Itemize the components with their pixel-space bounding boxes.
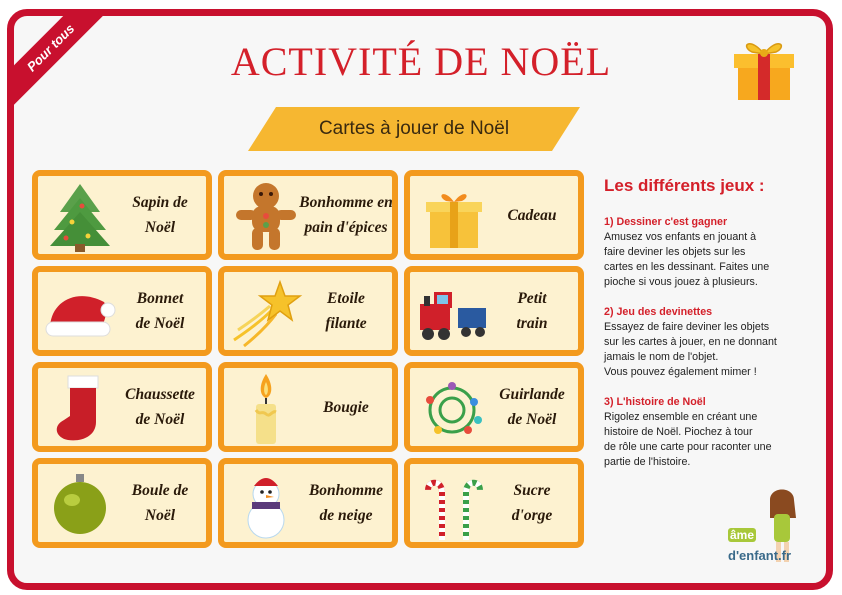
card-label: Bonhomme en pain d'épices — [299, 194, 393, 236]
card-label: Bonnet de Noël — [135, 290, 185, 332]
game-title: 2) Jeu des devinettes — [604, 306, 713, 318]
logo-line1: âme — [729, 528, 755, 542]
page-title: ACTIVITÉ DE NOËL — [230, 39, 612, 84]
game-description: Rigolez ensemble en créant une histoire de Noël. Piochez à tour de rôle une carte pour raconter une partie de l'histoire. — [604, 411, 772, 468]
card-label: Sucre d'orge — [511, 482, 553, 524]
card-boule — [32, 458, 212, 548]
card-label: Bonhomme de neige — [308, 482, 384, 524]
card-label: Etoile filante — [325, 290, 367, 332]
games-panel — [604, 178, 814, 485]
shooting-star-icon — [228, 274, 304, 350]
christmas-stocking-icon — [42, 370, 118, 446]
santa-hat-icon — [42, 274, 118, 350]
toy-train-icon — [414, 274, 490, 350]
card-cadeau — [404, 170, 584, 260]
card-sucre-orge — [404, 458, 584, 548]
subtitle: Cartes à jouer de Noël — [318, 118, 510, 139]
card-etoile-filante — [218, 266, 398, 356]
audience-ribbon: Pour tous — [7, 9, 114, 111]
snowman-icon — [228, 466, 304, 542]
christmas-tree-icon — [42, 178, 118, 254]
candy-cane-icon — [414, 466, 490, 542]
card-petit-train — [404, 266, 584, 356]
card-label: Boule de Noël — [131, 482, 189, 524]
card-label: Bougie — [323, 398, 369, 416]
ame-denfant-logo — [724, 484, 816, 574]
card-label: Petit train — [516, 290, 548, 332]
card-label: Sapin de Noël — [132, 194, 188, 236]
card-bonnet — [32, 266, 212, 356]
game-title: 1) Dessiner c'est gagner — [604, 216, 728, 228]
subtitle-banner — [248, 103, 580, 155]
game-description: Essayez de faire deviner les objets sur les cartes à jouer, en ne donnant jamais le nom de l'objet. Vous pouvez également mimer ! — [604, 321, 777, 378]
card-label: Guirlande de Noël — [499, 386, 565, 428]
gift-box-icon — [728, 32, 800, 104]
card-sapin — [32, 170, 212, 260]
card-bonhomme-neige — [218, 458, 398, 548]
card-bougie — [218, 362, 398, 452]
card-chaussette — [32, 362, 212, 452]
game-description: Amusez vos enfants en jouant à faire deviner les objets sur les cartes en les dessinant. Faites une pioche si vous jouez à plusieurs. — [604, 231, 770, 288]
logo-line2: d'enfant.fr — [728, 548, 792, 563]
card-label: Cadeau — [507, 206, 557, 224]
christmas-ball-icon — [42, 466, 118, 542]
card-bonhomme-pain-epices — [218, 170, 398, 260]
gift-icon — [414, 178, 490, 254]
games-heading: Les différents jeux : — [604, 176, 765, 195]
candle-icon — [228, 370, 304, 446]
card-guirlande — [404, 362, 584, 452]
gingerbread-man-icon — [228, 178, 304, 254]
card-label: Chaussette de Noël — [125, 386, 195, 428]
garland-icon — [414, 370, 490, 446]
game-title: 3) L'histoire de Noël — [604, 396, 706, 408]
